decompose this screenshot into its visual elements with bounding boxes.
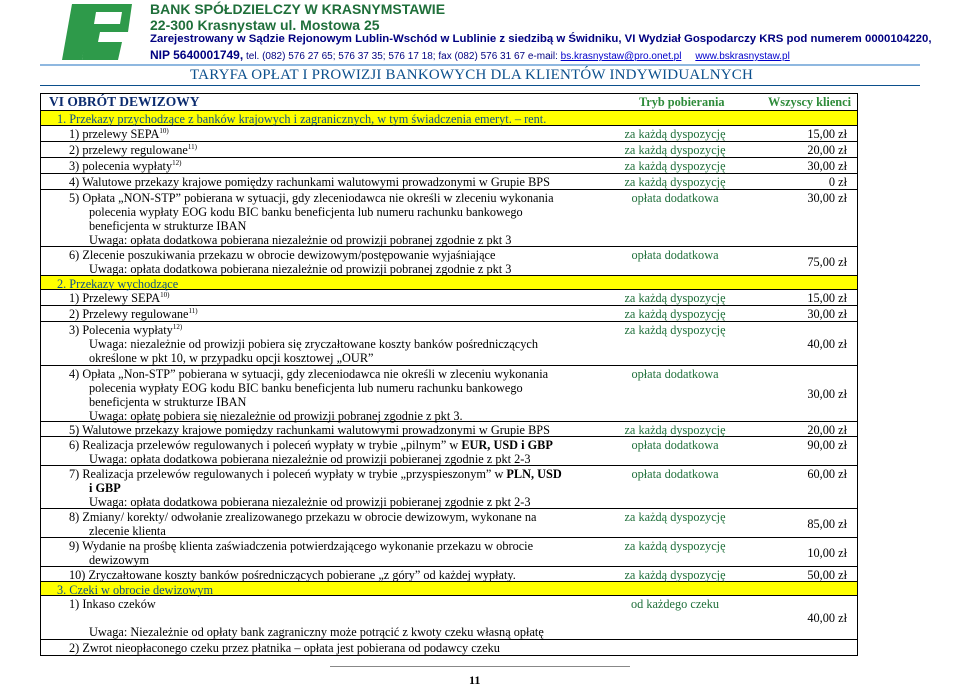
row-fee — [761, 640, 857, 655]
row-description-cont: zlecenie klienta — [89, 524, 166, 538]
clients-column-header: Wszyscy klienci — [768, 95, 851, 109]
row-description-cont: beneficjenta w strukturze IBAN — [89, 219, 247, 233]
row-description: 4) Walutowe przekazy krajowe pomiędzy rachunkami walutowymi prowadzonymi w Grupie BPS — [69, 175, 550, 189]
row-mode: za każdą dyspozycję — [624, 159, 726, 173]
fee-table — [40, 93, 858, 656]
footnote-ref: 11) — [187, 142, 197, 151]
row-note: Uwaga: opłata dodatkowa pobierana niezależnie od prowizji pobranej zgodnie z pkt 3 — [89, 233, 512, 247]
row-note: Uwaga: niezależnie od prowizji pobiera się zryczałtowane koszty banków pośredniczących — [89, 337, 538, 351]
row-description: 6) Zlecenie poszukiwania przekazu w obrocie dewizowym/postępowanie wyjaśniające — [69, 248, 496, 262]
row-description: 10) Zryczałtowane koszty banków pośredniczących pobierane „z góry” od każdej wypłaty. — [69, 568, 516, 582]
row-mode: za każdą dyspozycję — [624, 127, 726, 141]
footnote-ref: 10) — [159, 126, 169, 135]
footer-divider — [330, 666, 630, 667]
letterhead — [0, 0, 960, 66]
email-link[interactable]: bs.krasnystaw@pro.onet.pl — [560, 51, 682, 62]
row-fee: 60,00 zł — [807, 467, 847, 481]
row-description-cont: dewizowym — [89, 553, 150, 567]
subsection-title: 2. Przekazy wychodzące — [57, 277, 179, 291]
table-row — [41, 142, 857, 158]
row-description: 8) Zmiany/ korekty/ odwołanie zrealizowanego przekazu w obrocie dewizowym, wykonane na — [69, 510, 537, 524]
bank-address: 22-300 Krasnystaw ul. Mostowa 25 — [150, 17, 380, 33]
footnote-ref: 12) — [172, 158, 182, 167]
row-mode: za każdą dyspozycję — [624, 423, 726, 437]
currencies: PLN, USD — [506, 467, 562, 481]
page-number: 11 — [469, 673, 481, 687]
mode-column-header: Tryb pobierania — [639, 95, 725, 109]
table-row — [41, 538, 857, 567]
row-note: Uwaga: Niezależnie od opłaty bank zagraniczny może potrącić z kwoty czeku własną opłatę — [89, 625, 544, 639]
row-mode — [589, 640, 761, 655]
table-row — [41, 306, 857, 322]
table-row — [41, 640, 857, 655]
banner-divider — [40, 85, 920, 86]
row-description: 6) Realizacja przelewów regulowanych i poleceń wypłaty w trybie „pilnym” w — [69, 438, 462, 452]
section-title: VI OBRÓT DEWIZOWY — [49, 94, 200, 109]
row-fee: 20,00 zł — [807, 423, 847, 437]
table-row — [41, 366, 857, 422]
row-fee: 10,00 zł — [807, 545, 847, 560]
row-fee: 15,00 zł — [807, 291, 847, 305]
row-description: 5) Opłata „NON-STP” pobierana w sytuacji, gdy zleceniodawca nie określi w zleceniu wykonania — [69, 191, 554, 205]
row-description-cont: polecenia wypłaty EOG kodu BIC banku beneficjenta lub numeru rachunku bankowego — [89, 205, 523, 219]
row-description: 9) Wydanie na prośbę klienta zaświadczenia potwierdzającego wykonanie przekazu w obrocie — [69, 539, 534, 553]
header-divider — [40, 64, 920, 66]
row-mode: opłata dodatkowa — [631, 367, 719, 381]
row-fee: 85,00 zł — [807, 516, 847, 531]
row-note: Uwaga: opłatę pobiera się niezależnie od prowizji pobranej zgodnie z pkt 3. — [89, 409, 463, 423]
row-mode: za każdą dyspozycję — [624, 291, 726, 305]
subsection-header — [41, 111, 857, 126]
row-mode: opłata dodatkowa — [631, 467, 719, 481]
row-description-cont: beneficjenta w strukturze IBAN — [89, 395, 247, 409]
row-description: 4) Opłata „Non-STP” pobierana w sytuacji, gdy zleceniodawca nie określi w zleceniu wykonania — [69, 367, 549, 381]
row-mode: za każdą dyspozycję — [624, 568, 726, 582]
table-row — [41, 126, 857, 142]
row-description: 1) Przelewy SEPA — [69, 291, 161, 305]
table-row — [41, 158, 857, 174]
contact-info — [150, 48, 790, 62]
row-description: 5) Walutowe przekazy krajowe pomiędzy rachunkami walutowymi prowadzonymi w Grupie BPS — [69, 423, 550, 437]
row-fee: 30,00 zł — [807, 159, 847, 173]
row-description-cont: polecenia wypłaty EOG kodu BIC banku beneficjenta lub numeru rachunku bankowego — [89, 381, 523, 395]
row-mode: opłata dodatkowa — [631, 191, 719, 205]
row-fee: 40,00 zł — [807, 337, 847, 351]
bank-name: BANK SPÓŁDZIELCZY W KRASNYMSTAWIE — [150, 1, 446, 17]
row-mode: opłata dodatkowa — [631, 248, 719, 262]
row-note: Uwaga: opłata dodatkowa pobierana niezależnie od prowizji pobranej zgodnie z pkt 3 — [89, 262, 512, 276]
currencies-cont: i GBP — [89, 481, 121, 495]
row-description: 2) przelewy regulowane — [69, 143, 188, 157]
table-row — [41, 509, 857, 538]
subsection-title: 3. Czeki w obrocie dewizowym — [57, 583, 214, 597]
row-fee: 30,00 zł — [807, 307, 847, 321]
row-fee: 90,00 zł — [807, 438, 847, 452]
subsection-header — [41, 582, 857, 596]
table-row — [41, 466, 857, 509]
row-description: 7) Realizacja przelewów regulowanych i poleceń wypłaty w trybie „przyspieszonym” w — [69, 467, 507, 481]
row-mode: za każdą dyspozycję — [624, 175, 726, 189]
row-description: 1) Inkaso czeków — [69, 597, 156, 611]
subsection-title: 1. Przekazy przychodzące z banków krajowych i zagranicznych, w tym świadczenia emeryt. – rent. — [57, 112, 547, 126]
row-description: 2) Zwrot nieopłaconego czeku przez płatnika – opłata jest pobierana od podawcy czeku — [69, 641, 500, 655]
row-mode: od każdego czeku — [630, 597, 720, 611]
row-mode: za każdą dyspozycję — [624, 307, 726, 321]
row-fee: 40,00 zł — [807, 611, 847, 625]
row-fee: 20,00 zł — [807, 143, 847, 157]
row-fee: 50,00 zł — [807, 568, 847, 582]
row-description: 3) polecenia wypłaty — [69, 159, 173, 173]
website-link[interactable]: www.bskrasnystaw.pl — [695, 51, 790, 62]
row-fee: 75,00 zł — [807, 254, 847, 269]
row-mode: za każdą dyspozycję — [624, 143, 726, 157]
table-row — [41, 247, 857, 276]
row-note: Uwaga: opłata dodatkowa pobierana niezależnie od prowizji pobieranej zgodnie z pkt 2-3 — [89, 495, 531, 509]
table-row — [41, 322, 857, 366]
row-note-cont: określone w pkt 10, w przypadku opcji kosztowej „OUR” — [89, 351, 374, 365]
table-row — [41, 190, 857, 247]
row-fee: 30,00 zł — [807, 191, 847, 205]
row-fee: 30,00 zł — [807, 387, 847, 401]
row-fee: 15,00 zł — [807, 127, 847, 141]
row-mode: za każdą dyspozycję — [624, 539, 726, 553]
table-row — [41, 290, 857, 306]
table-row — [41, 422, 857, 437]
row-mode: opłata dodatkowa — [631, 438, 719, 452]
row-mode: za każdą dyspozycję — [624, 323, 726, 337]
bank-logo-icon — [52, 2, 134, 64]
currencies: EUR, USD i GBP — [461, 438, 553, 452]
table-row — [41, 596, 857, 640]
table-row — [41, 567, 857, 582]
row-description: 1) przelewy SEPA — [69, 127, 160, 141]
footnote-ref: 10) — [160, 290, 170, 299]
footnote-ref: 12) — [172, 322, 183, 331]
tariff-banner: TARYFA OPŁAT I PROWIZJI BANKOWYCH DLA KLIENTÓW INDYWIDUALNYCH — [190, 67, 754, 83]
table-header-row — [41, 94, 857, 111]
table-row — [41, 437, 857, 466]
nip: NIP 5640001749, — [150, 48, 244, 62]
footnote-ref: 11) — [188, 306, 198, 315]
subsection-header — [41, 276, 857, 290]
phone-fax: tel. (082) 576 27 65; 576 37 35; 576 17 18; fax (082) 576 31 67 e-mail: — [245, 51, 558, 62]
registration-info: Zarejestrowany w Sądzie Rejonowym Lublin-Wschód w Lublinie z siedzibą w Świdniku, VI Wydział Gospodarczy KRS pod numerem 0000104220, — [150, 33, 932, 45]
row-note: Uwaga: opłata dodatkowa pobierana niezależnie od prowizji pobieranej zgodnie z pkt 2-3 — [89, 452, 531, 466]
row-description: 2) Przelewy regulowane — [69, 307, 189, 321]
row-description: 3) Polecenia wypłaty — [69, 323, 173, 337]
row-fee: 0 zł — [828, 175, 847, 189]
row-mode: za każdą dyspozycję — [624, 510, 726, 524]
table-row — [41, 174, 857, 190]
